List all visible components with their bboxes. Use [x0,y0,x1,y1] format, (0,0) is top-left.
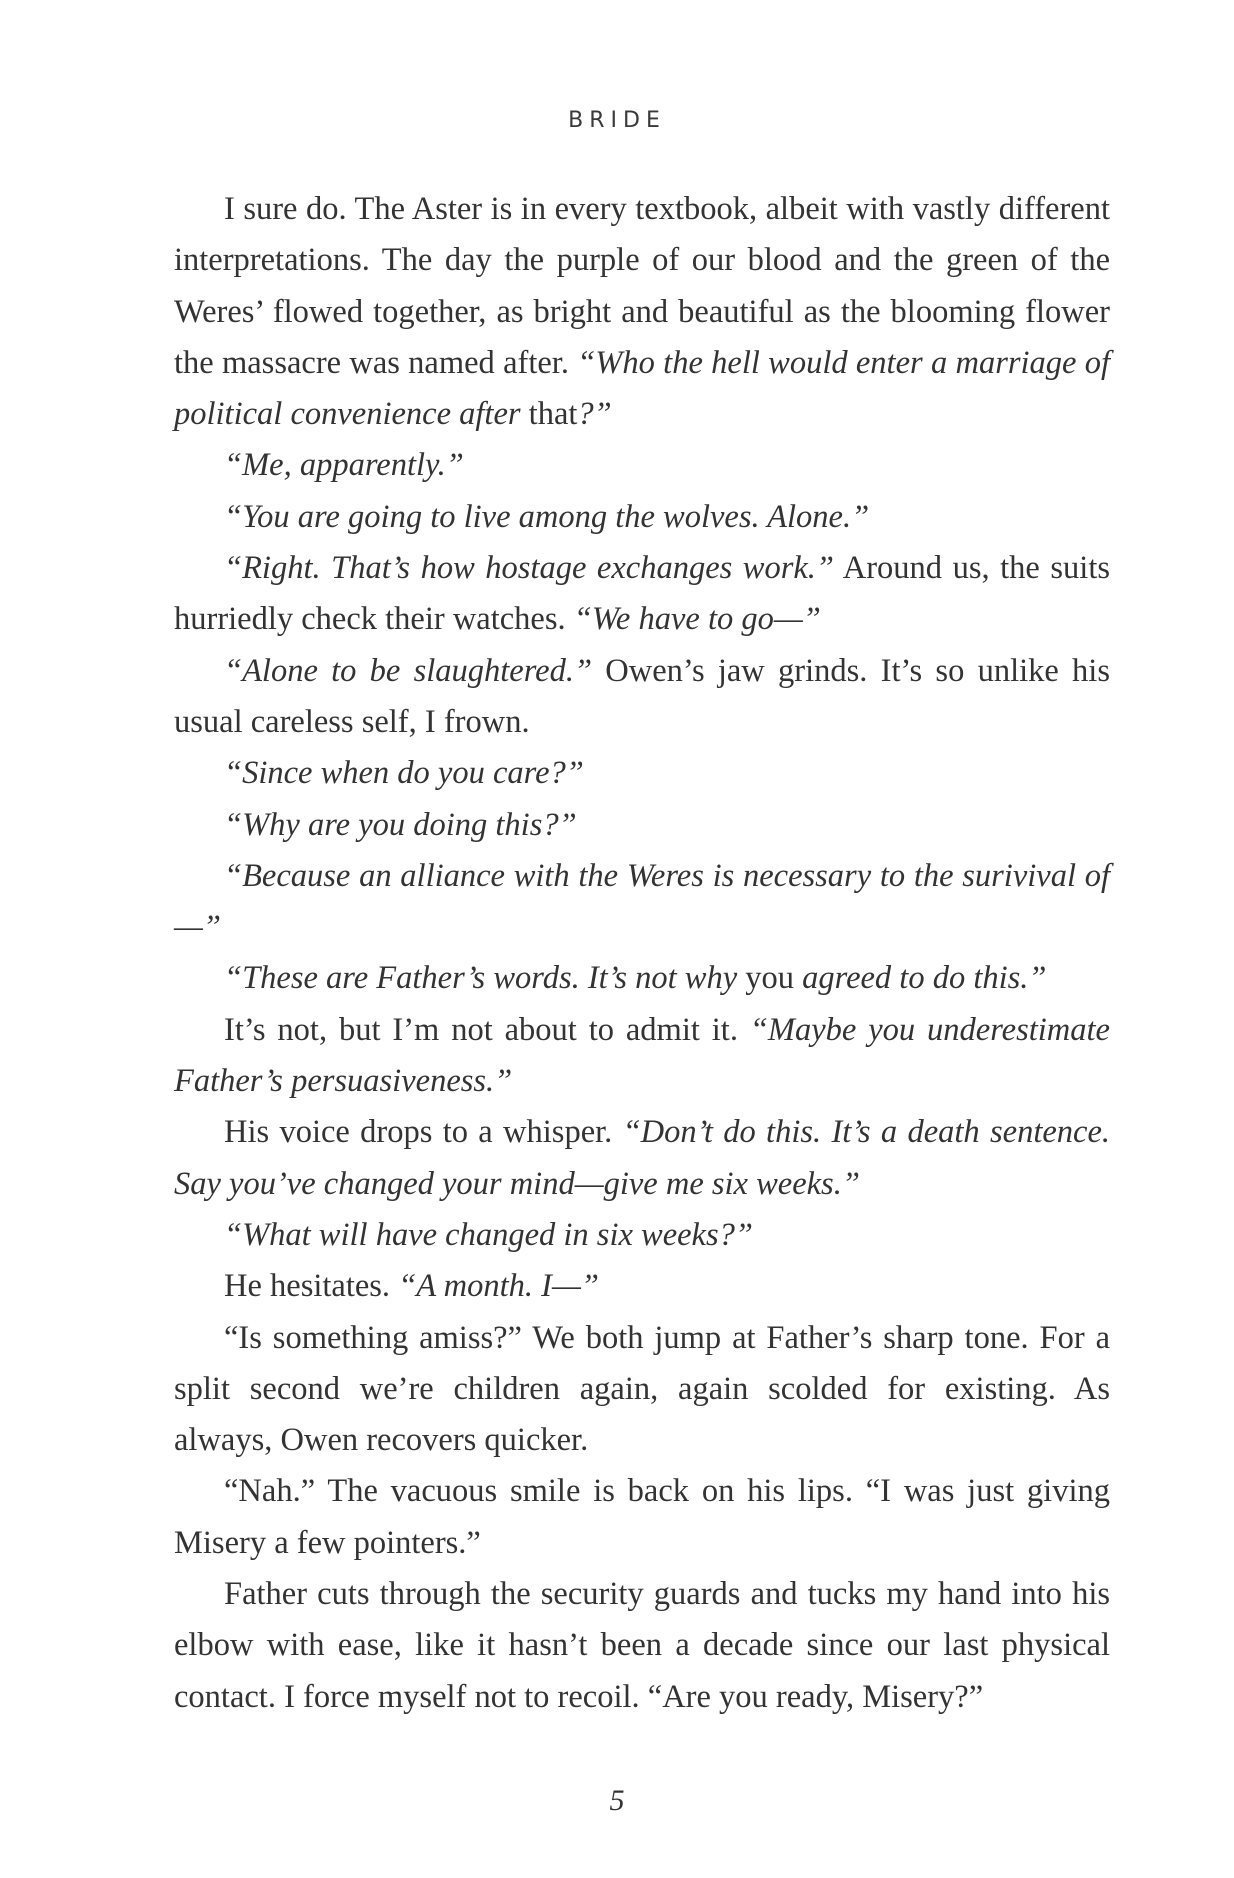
italic-text: “Why are you doing this?” [224,806,577,843]
italic-text: “A month. I—” [398,1268,599,1305]
italic-text: “Right. That’s how hostage exchanges work.” [224,550,835,587]
paragraph [174,492,1110,543]
text-run: “Nah.” The vacuous smile is back on his lips. “I was just giving Misery a few pointers.” [174,1473,1110,1561]
paragraph [174,543,1110,646]
text-run: you [745,960,794,997]
paragraph [174,1210,1110,1261]
text-run: His voice drops to a whisper. [224,1114,623,1151]
body-text [174,184,1110,1723]
paragraph [174,748,1110,799]
italic-text: “Maybe you underestimate Father’s persuasiveness.” [174,1011,1110,1100]
page-number: 5 [609,1784,625,1817]
paragraph [174,953,1110,1004]
paragraph [174,851,1110,954]
paragraph [174,1466,1110,1569]
running-head: BRIDE [568,108,666,133]
text-run: He hesitates. [224,1268,399,1305]
paragraph [174,1261,1110,1312]
italic-text: “You are going to live among the wolves. Alone.” [224,498,870,535]
italic-text: “We have to go—” [573,601,821,638]
text-run: Around us, the suits hurriedly check their watches. [174,550,1110,638]
italic-text: “Since when do you care?” [224,755,584,792]
paragraph [174,184,1110,440]
text-run: I sure do. The Aster is in every textbook, albeit with vastly different interpretations. The day the purple of our blood and the green of the Weres’ flowed together, as bright and beautiful as the blooming flower the massacre was named after. [174,191,1110,381]
paragraph [174,1569,1110,1723]
text-run: Owen’s jaw grinds. It’s so unlike his usual careless self, I frown. [174,652,1110,740]
text-run: It’s not, but I’m not about to admit it. [224,1011,750,1048]
italic-text: “These are Father’s words. It’s not why [224,960,746,997]
paragraph [174,646,1110,749]
italic-text: “Me, apparently.” [224,447,464,484]
italic-text: ?” [577,396,612,433]
text-run: Father cuts through the security guards and tucks my hand into his elbow with ease, like it hasn’t been a decade since our last physical contact. I force myself not to recoil. “Are you ready, Misery?” [174,1576,1110,1715]
paragraph [174,1313,1110,1467]
paragraph [174,1005,1110,1108]
italic-text: “Alone to be slaughtered.” [224,652,593,689]
italic-text: agreed to do this.” [794,960,1047,997]
text-run: that [528,396,578,433]
italic-text: “What will have changed in six weeks?” [224,1216,753,1253]
italic-text: “Don’t do this. It’s a death sentence. Say you’ve changed your mind—give me six weeks.” [174,1114,1110,1202]
paragraph [174,440,1110,491]
italic-text: “Because an alliance with the Weres is necessary to the surivival of—” [174,857,1110,946]
italic-text: “Who the hell would enter a marriage of political convenience after [174,344,1110,433]
paragraph [174,1107,1110,1210]
text-run: “Is something amiss?” We both jump at Father’s sharp tone. For a split second we’re children again, again scolded for existing. As always, Owen recovers quicker. [174,1319,1110,1459]
paragraph [174,800,1110,851]
